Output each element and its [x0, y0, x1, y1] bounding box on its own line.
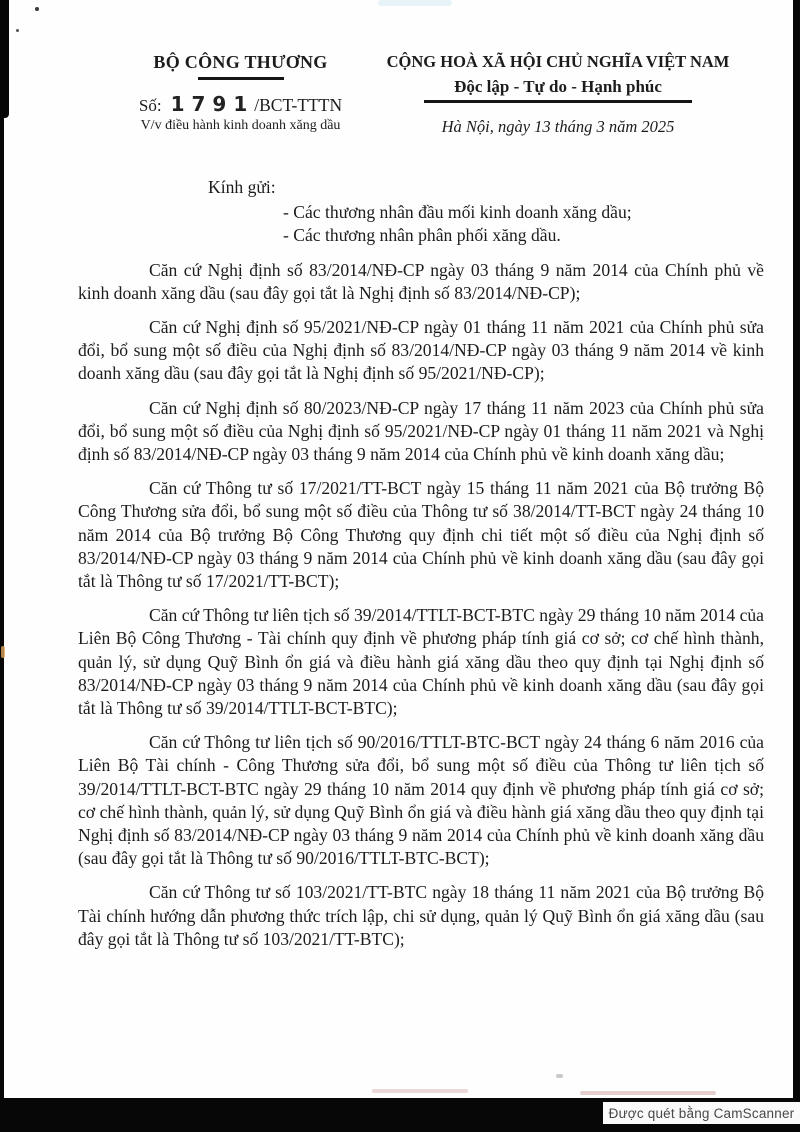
- body-paragraph: Căn cứ Nghị định số 80/2023/NĐ-CP ngày 17 tháng 11 năm 2023 của Chính phủ sửa đổi, bổ sung một số điều của Nghị định số 95/2021/NĐ-CP ngày 01 tháng 11 năm 2021 và Nghị định số 83/2014/NĐ-CP ngày 03 tháng 9 năm 2014 của Chính phủ về kinh doanh xăng dầu;: [78, 397, 764, 465]
- scan-edge-right: [793, 0, 800, 1132]
- document-number-suffix: /BCT-TTTN: [254, 94, 343, 115]
- scan-speck: [16, 29, 19, 32]
- camscanner-watermark-text: Được quét bằng CamScanner: [608, 1105, 795, 1121]
- scan-smudge: [1, 646, 5, 658]
- body-paragraph: Căn cứ Thông tư số 17/2021/TT-BCT ngày 15 tháng 11 năm 2021 của Bộ trưởng Bộ Công Thương sửa đổi, bổ sung một số điều của Thông tư số 38/2014/TT-BCT ngày 24 tháng 10 năm 2014 của Bộ trưởng Bộ Công Thương quy định chi tiết một số điều của Nghị định số 83/2014/NĐ-CP ngày 03 tháng 9 năm 2014 của Chính phủ về kinh doanh xăng dầu (sau đây gọi tắt là Thông tư số 17/2021/TT-BCT);: [78, 478, 764, 592]
- scan-smudge: [372, 1089, 468, 1093]
- national-header-block: [368, 52, 748, 137]
- issuer-name: BỘ CÔNG THƯƠNG: [153, 52, 328, 72]
- motto-underline: [424, 100, 692, 103]
- body-paragraph: Căn cứ Thông tư liên tịch số 90/2016/TTLT-BTC-BCT ngày 24 tháng 6 năm 2016 của Liên Bộ Tài chính - Công Thương sửa đổi, bổ sung một số điều của Thông tư liên tịch số 39/2014/TTLT-BCT-BTC ngày 29 tháng 10 năm 2014 quy định về phương pháp tính giá cơ sở; cơ chế hình thành, quản lý, sử dụng Quỹ Bình ổn giá và điều hành giá xăng dầu theo quy định tại Nghị định số 83/2014/NĐ-CP ngày 03 tháng 9 năm 2014 của Chính phủ về kinh doanh xăng dầu (sau đây gọi tắt là Thông tư số 90/2016/TTLT-BTC-BCT);: [78, 732, 764, 869]
- document-number-label: Số:: [138, 95, 162, 115]
- document-body: [78, 176, 764, 951]
- salutation-label: Kính gửi:: [208, 177, 276, 197]
- scan-smudge: [556, 1074, 563, 1078]
- scan-edge-left: [0, 0, 4, 1132]
- issuer-underline: [198, 77, 284, 80]
- recipient-list: [78, 201, 764, 247]
- body-paragraph: Căn cứ Nghị định số 83/2014/NĐ-CP ngày 03 tháng 9 năm 2014 của Chính phủ về kinh doanh xăng dầu (sau đây gọi tắt là Nghị định số 83/2014/NĐ-CP);: [78, 259, 764, 303]
- body-paragraph: Căn cứ Nghị định số 95/2021/NĐ-CP ngày 01 tháng 11 năm 2021 của Chính phủ sửa đổi, bổ sung một số điều của Nghị định số 83/2014/NĐ-CP ngày 03 tháng 9 năm 2014 về kinh doanh xăng dầu (sau đây gọi tắt là Nghị định số 95/2021/NĐ-CP);: [78, 317, 764, 384]
- scan-smudge: [580, 1091, 716, 1095]
- issuer-block: [118, 52, 363, 134]
- scan-speck: [35, 7, 39, 11]
- national-title: CỘNG HOÀ XÃ HỘI CHỦ NGHĨA VIỆT NAM: [386, 52, 730, 71]
- recipient-line: - Các thương nhân phân phối xăng dầu.: [283, 225, 561, 246]
- scan-smudge: [378, 0, 452, 6]
- document-number-handstamp: 1791: [170, 91, 255, 116]
- national-motto: Độc lập - Tự do - Hạnh phúc: [454, 77, 662, 96]
- place-date-line: Hà Nội, ngày 13 tháng 3 năm 2025: [441, 116, 675, 136]
- paragraph-list: [78, 259, 764, 951]
- body-paragraph: Căn cứ Thông tư liên tịch số 39/2014/TTLT-BCT-BTC ngày 29 tháng 10 năm 2014 của Liên Bộ Công Thương - Tài chính quy định về phương pháp tính giá cơ sở; cơ chế hình thành, quản lý, sử dụng Quỹ Bình ổn giá và điều hành giá xăng dầu theo quy định tại Nghị định số 83/2014/NĐ-CP ngày 03 tháng 9 năm 2014 của Chính phủ về kinh doanh xăng dầu (sau đây gọi tắt là Thông tư số 39/2014/TTLT-BCT-BTC);: [78, 605, 764, 719]
- body-paragraph: Căn cứ Thông tư số 103/2021/TT-BTC ngày 18 tháng 11 năm 2021 của Bộ trưởng Bộ Tài chính hướng dẫn phương thức trích lập, chi sử dụng, quản lý Quỹ Bình ổn giá xăng dầu (sau đây gọi tắt là Thông tư số 103/2021/TT-BTC);: [78, 882, 764, 949]
- document-subject: V/v điều hành kinh doanh xăng dầu: [140, 117, 341, 133]
- recipient-line: - Các thương nhân đầu mối kinh doanh xăng dầu;: [283, 202, 632, 223]
- scan-edge-left-top: [0, 0, 9, 118]
- camscanner-watermark: [603, 1102, 800, 1124]
- document-number-line: [118, 92, 363, 116]
